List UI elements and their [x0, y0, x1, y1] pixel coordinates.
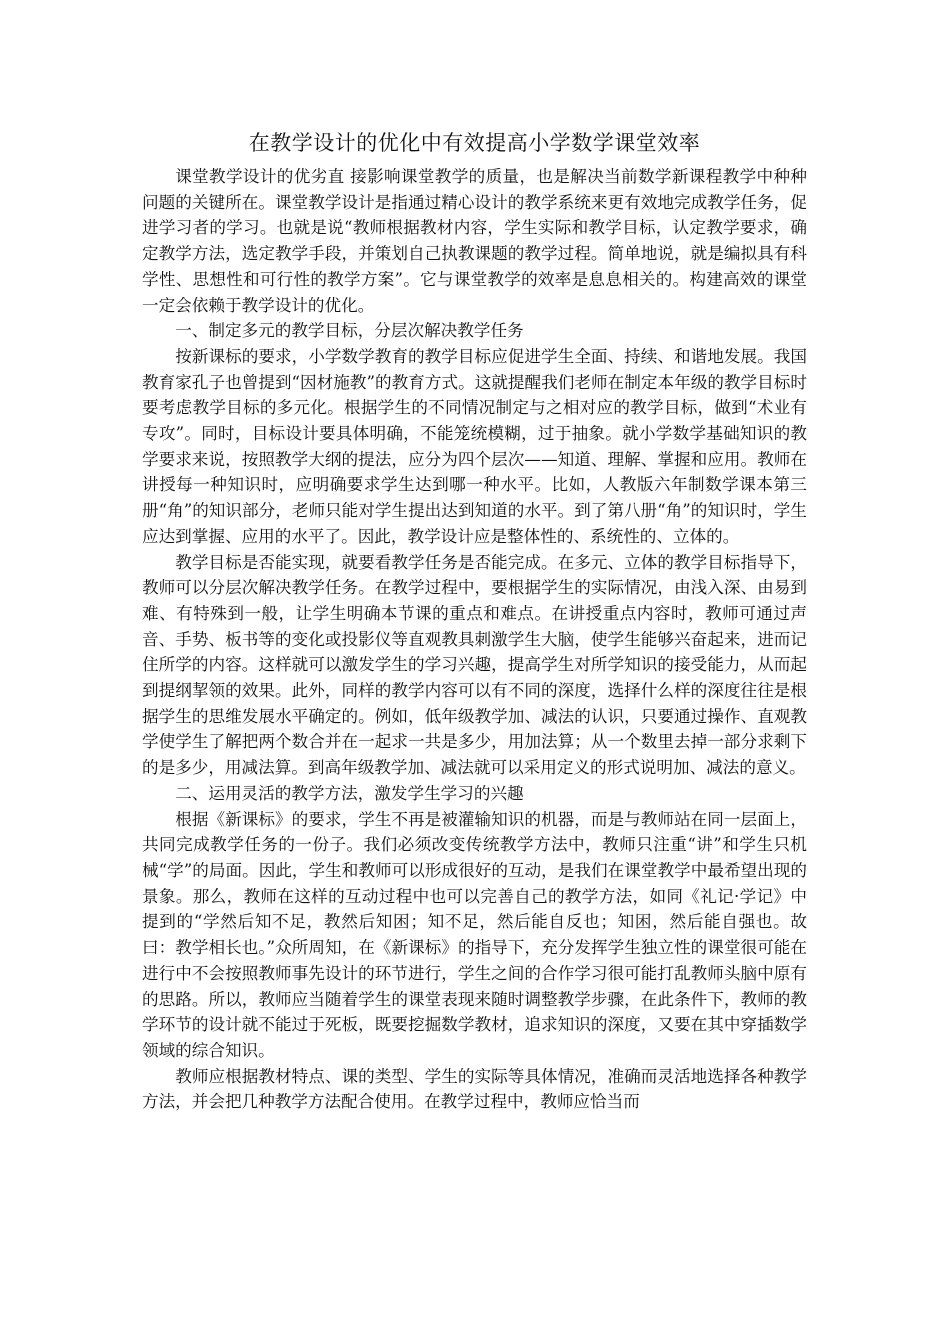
- document-body: [142, 164, 807, 1115]
- paragraph: 按新课标的要求，小学数学教育的教学目标应促进学生全面、持续、和谐地发展。我国教育家孔子也曾提到“因材施教”的教育方式。这就提醒我们老师在制定本年级的教学目标时要考虑教学目标的多元化。根据学生的不同情况制定与之相对应的教学目标，做到“术业有专攻”。同时，目标设计要具体明确，不能笼统模糊，过于抽象。就小学数学基础知识的教学要求来说，按照教学大纲的提法，应分为四个层次——知道、理解、掌握和应用。教师在讲授每一种知识时，应明确要求学生达到哪一种水平。比如，人教版六年制数学课本第三册“角”的知识部分，老师只能对学生提出达到知道的水平。到了第八册“角”的知识时，学生应达到掌握、应用的水平了。因此，教学设计应是整体性的、系统性的、立体的。: [142, 346, 807, 546]
- paragraph: 教学目标是否能实现，就要看教学任务是否能完成。在多元、立体的教学目标指导下，教师可以分层次解决教学任务。在教学过程中，要根据学生的实际情况，由浅入深、由易到难、有特殊到一般，让学生明确本节课的重点和难点。在讲授重点内容时，教师可通过声音、手势、板书等的变化或投影仪等直观教具刺激学生大脑，使学生能够兴奋起来，进而记住所学的内容。这样就可以激发学生的学习兴趣，提高学生对所学知识的接受能力，从而起到提纲挈领的效果。此外，同样的教学内容可以有不同的深度，选择什么样的深度往往是根据学生的思维发展水平确定的。例如，低年级教学加、减法的认识，只要通过操作、直观教学使学生了解把两个数合并在一起求一共是多少，用加法算；从一个数里去掉一部分求剩下的是多少，用减法算。到高年级教学加、减法就可以采用定义的形式说明加、减法的意义。: [142, 552, 807, 778]
- section-heading-2: 二、运用灵活的教学方法，激发学生学习的兴趣: [175, 783, 524, 803]
- document-page: [142, 128, 807, 1115]
- paragraph-intro: 课堂教学设计的优劣直 接影响课堂教学的质量，也是解决当前数学新课程教学中种种问题的关键所在。课堂教学设计是指通过精心设计的教学系统来更有效地完成教学任务，促进学习者的学习。也就是说“教师根据教材内容，学生实际和教学目标，认定教学要求，确定教学方法，选定教学手段，并策划自己执教课题的教学过程。简单地说，就是编拟具有科学性、思想性和可行性的教学方案”。它与课堂教学的效率是息息相关的。构建高效的课堂一定会依赖于教学设计的优化。: [142, 167, 807, 315]
- paragraph: 根据《新课标》的要求，学生不再是被灌输知识的机器，而是与教师站在同一层面上，共同完成教学任务的一份子。我们必须改变传统教学方法中，教师只注重“讲”和学生只机械“学”的局面。因此，学生和教师可以形成很好的互动，是我们在课堂教学中最希望出现的景象。那么，教师在这样的互动过程中也可以完善自己的教学方法，如同《礼记·学记》中提到的“学然后知不足，教然后知困；知不足，然后能自反也；知困，然后能自强也。故曰：教学相长也。”众所周知，在《新课标》的指导下，充分发挥学生独立性的课堂很可能在进行中不会按照教师事先设计的环节进行，学生之间的合作学习很可能打乱教师头脑中原有的思路。所以，教师应当随着学生的课堂表现来随时调整教学步骤，在此条件下，教师的教学环节的设计就不能过于死板，既要挖掘数学教材，追求知识的深度，又要在其中穿插数学领域的综合知识。: [142, 809, 807, 1060]
- paragraph: 教师应根据教材特点、课的类型、学生的实际等具体情况，准确而灵活地选择各种教学方法，并会把几种教学方法配合使用。在教学过程中，教师应恰当而: [142, 1066, 807, 1112]
- document-title: 在教学设计的优化中有效提高小学数学课堂效率: [248, 131, 701, 155]
- section-heading-1: 一、制定多元的教学目标，分层次解决教学任务: [175, 321, 524, 341]
